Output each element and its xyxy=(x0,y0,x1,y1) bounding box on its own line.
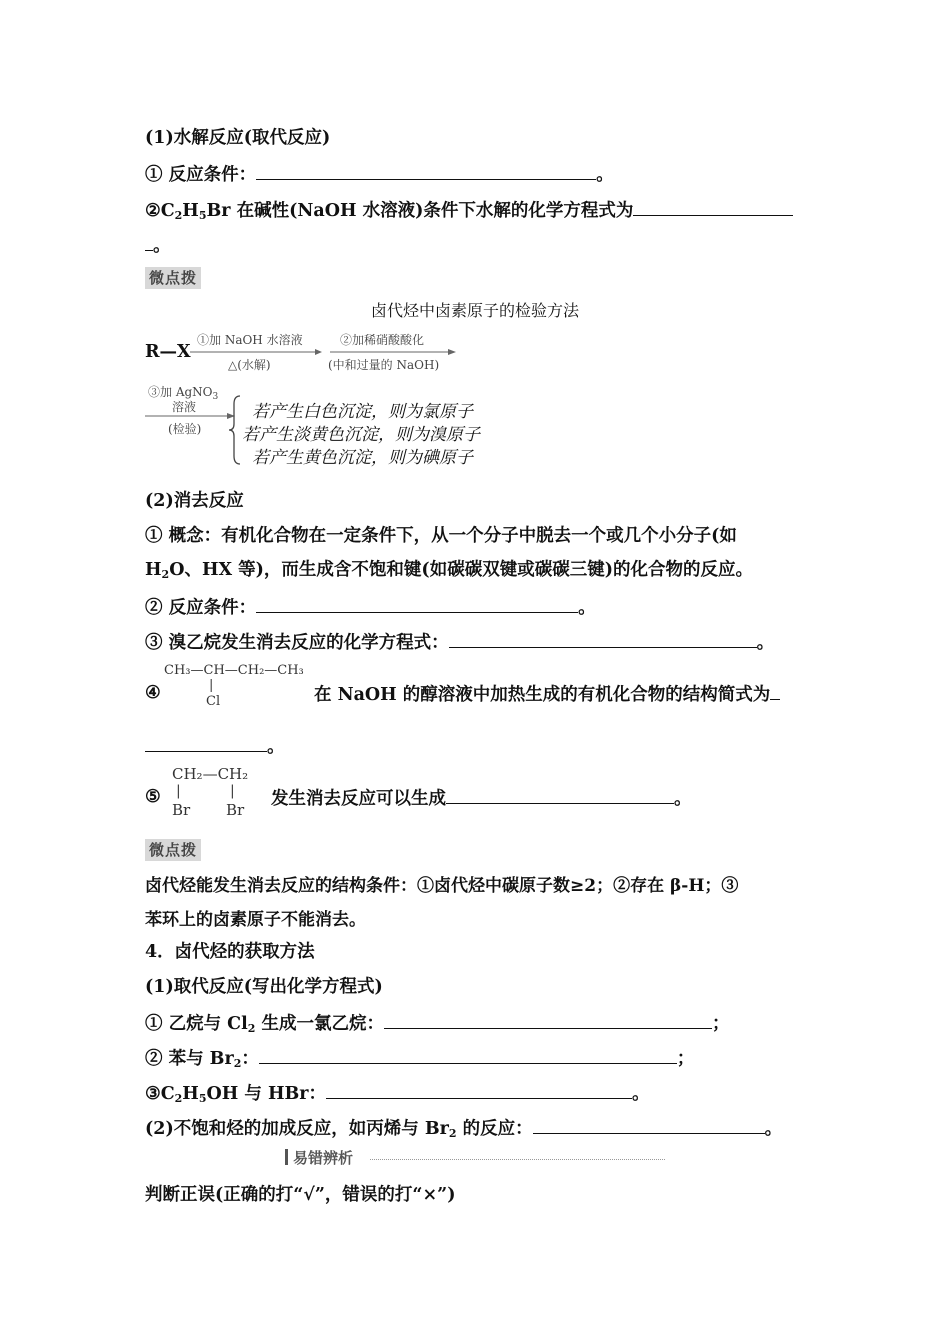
tip2-text: 卤代烃能发生消去反应的结构条件：①卤代烃中碳原子数≥2；②存在 β-H；③ 苯环上的卤素原子不能消去。 xyxy=(145,876,739,930)
q5-substituent-2: Br xyxy=(226,801,245,819)
arrow1-top: ①加 NaOH 水溶液 xyxy=(197,333,303,347)
answer-blank[interactable] xyxy=(449,629,757,648)
q5-substituent-1: Br xyxy=(172,801,191,819)
hydrolysis-equation: $②C_2H_5Br$ 在碱性(NaOH 水溶液)条件下水解的化学方程式为 xyxy=(145,197,793,223)
arrow3-mid: 溶液 xyxy=(172,400,197,414)
arrow3-top: ③加 AgNO$_3$ xyxy=(148,385,219,402)
answer-blank[interactable] xyxy=(326,1080,632,1099)
section-heading: 4．卤代烃的获取方法 xyxy=(145,942,315,962)
arrow1-bottom: △(水解) xyxy=(228,358,271,372)
method-q3: $③C_2H_5OH$ 与 HBr： 。 xyxy=(145,1080,650,1106)
elimination-heading: (2)消去反应 xyxy=(145,491,244,511)
result-yellow: 若产生黄色沉淀，则为碘原子 xyxy=(252,448,473,468)
substitution-heading: (1)取代反应(写出化学方程式) xyxy=(145,977,383,997)
method-q2: ② 苯与 $Br_2$： ； xyxy=(145,1045,694,1071)
tip-title: 卤代烃中卤素原子的检验方法 xyxy=(370,301,579,320)
answer-blank[interactable] xyxy=(145,232,153,251)
result-white: 若产生白色沉淀，则为氯原子 xyxy=(252,402,473,422)
answer-blank[interactable] xyxy=(446,785,674,804)
banner-bar xyxy=(285,1149,288,1165)
answer-blank[interactable] xyxy=(533,1115,765,1134)
q4-text-cont: 。 xyxy=(145,733,285,759)
answer-blank[interactable] xyxy=(633,197,793,216)
answer-blank[interactable] xyxy=(256,161,596,180)
hydrolysis-condition: ① 反应条件： 。 xyxy=(145,161,614,187)
hydrolysis-equation-cont: 。 xyxy=(145,232,171,258)
q4-substituent: Cl xyxy=(206,694,221,709)
arrow-1-2 xyxy=(190,348,460,356)
q5-text: 发生消去反应可以生成 。 xyxy=(271,785,692,811)
result-pale-yellow: 若产生淡黄色沉淀，则为溴原子 xyxy=(242,425,480,445)
q5-bond-1: | xyxy=(176,783,181,799)
arrow2-top: ②加稀硝酸酸化 xyxy=(340,333,425,347)
answer-blank[interactable] xyxy=(259,1045,677,1064)
q5-number: ⑤ xyxy=(145,787,161,807)
tip-badge-2: 微点拨 xyxy=(145,839,201,861)
answer-blank[interactable] xyxy=(256,594,578,613)
answer-blank[interactable] xyxy=(770,681,780,700)
elimination-condition: ② 反应条件： 。 xyxy=(145,594,596,620)
answer-blank[interactable] xyxy=(384,1010,712,1029)
judge-instruction: 判断正误(正确的打“√”，错误的打“×”) xyxy=(145,1185,456,1205)
q4-bond: | xyxy=(209,678,214,693)
tip-badge: 微点拨 xyxy=(145,267,201,289)
answer-blank[interactable] xyxy=(145,733,267,752)
banner-line xyxy=(370,1159,665,1160)
q4-number: ④ xyxy=(145,683,161,703)
elimination-concept: ① 概念：有机化合物在一定条件下，从一个分子中脱去一个或几个小分子(如 xyxy=(145,526,737,546)
q5-structure: CH₂—CH₂ xyxy=(172,765,249,783)
q4-structure: CH₃—CH—CH₂—CH₃ xyxy=(164,663,304,678)
q4-text: 在 NaOH 的醇溶液中加热生成的有机化合物的结构简式为 xyxy=(314,681,780,707)
addition-question: (2)不饱和烃的加成反应，如丙烯与 $Br_2$ 的反应： 。 xyxy=(145,1115,782,1141)
arrow2-bottom: (中和过量的 NaOH) xyxy=(328,358,440,372)
banner-title: 易错辨析 xyxy=(293,1149,354,1167)
hydrolysis-heading: (1)水解反应(取代反应) xyxy=(145,128,331,148)
arrow-3 xyxy=(145,412,237,420)
method-q1: ① 乙烷与 $Cl_2$ 生成一氯乙烷： ； xyxy=(145,1010,730,1036)
arrow3-bottom: (检验) xyxy=(168,422,202,436)
elimination-equation: ③ 溴乙烷发生消去反应的化学方程式： 。 xyxy=(145,629,774,655)
elimination-concept-cont: $H_2O$、HX 等)，而生成含不饱和键(如碳碳双键或碳碳三键)的化合物的反应。 xyxy=(145,560,753,581)
rx-label: R—X xyxy=(145,342,191,362)
q5-bond-2: | xyxy=(230,783,235,799)
